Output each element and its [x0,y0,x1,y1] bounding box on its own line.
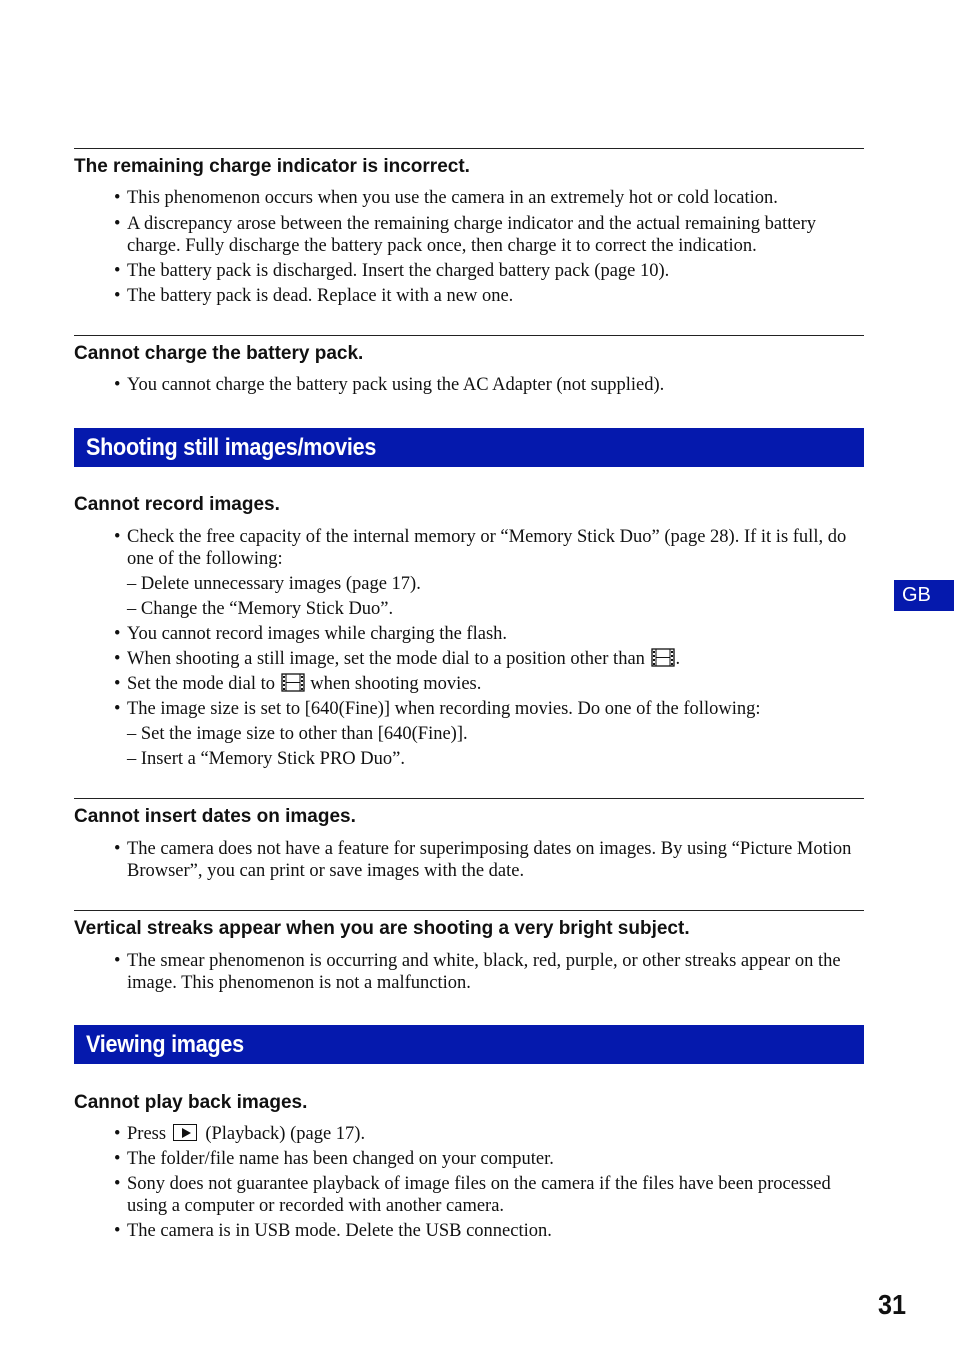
list-item: • The image size is set to [640(Fine)] when recording movies. Do one of the following: [114,699,761,719]
list-item: • Check the free capacity of the internal memory or “Memory Stick Duo” (page 28). If it is full, do one of the following: [114,527,847,569]
list-item: • Press (Playback) (page 17). [114,1124,366,1144]
page-number: 31 [878,1289,907,1320]
list-item: • The battery pack is discharged. Insert the charged battery pack (page 10). [114,261,670,281]
section-heading-cannot-record: Cannot record images. [74,494,280,515]
section-band-shooting [74,428,864,467]
list-item: • The smear phenomenon is occurring and white, black, red, purple, or other streaks appear on the image. This phenomenon is not a malfunction. [114,951,841,993]
movie-mode-icon [281,673,305,692]
section-heading-remaining-charge: The remaining charge indicator is incorrect. [74,156,470,177]
sub-list-item: – Delete unnecessary images (page 17). [127,574,421,594]
sub-list-item: – Change the “Memory Stick Duo”. [127,599,394,619]
list-item: • The camera is in USB mode. Delete the USB connection. [114,1221,552,1241]
section-divider [74,798,864,799]
section-heading-cannot-play-back: Cannot play back images. [74,1092,308,1113]
list-item: • The camera does not have a feature for superimposing dates on images. By using “Picture Motion Browser”, you can print or save images with the date. [114,839,852,881]
list-item: • This phenomenon occurs when you use the camera in an extremely hot or cold location. [114,188,778,208]
section-heading-cannot-charge: Cannot charge the battery pack. [74,343,364,364]
sub-list-item: – Insert a “Memory Stick PRO Duo”. [127,749,405,769]
section-band-title: Shooting still images/movies [86,434,377,461]
section-divider [74,335,864,336]
list-item: • The battery pack is dead. Replace it with a new one. [114,286,514,306]
list-item: • Sony does not guarantee playback of image files on the camera if the files have been processed using a computer or recorded with another camera. [114,1174,831,1216]
section-heading-vertical-streaks: Vertical streaks appear when you are shooting a very bright subject. [74,918,690,939]
playback-button-icon [173,1124,197,1141]
list-item: • Set the mode dial to when shooting movies. [114,674,482,694]
movie-mode-icon [651,648,675,667]
list-item: • A discrepancy arose between the remaining charge indicator and the actual remaining battery charge. Fully discharge the battery pack once, then charge it to correct the indication. [114,214,817,256]
section-divider [74,910,864,911]
list-item: • When shooting a still image, set the mode dial to a position other than . [114,649,681,669]
list-item: • The folder/file name has been changed on your computer. [114,1149,554,1169]
list-item: • You cannot record images while charging the flash. [114,624,508,644]
section-band-title: Viewing images [86,1031,244,1058]
section-band-viewing [74,1025,864,1064]
list-item: • You cannot charge the battery pack using the AC Adapter (not supplied). [114,375,665,395]
section-heading-cannot-insert-dates: Cannot insert dates on images. [74,806,356,827]
language-tab: GB [894,580,954,611]
sub-list-item: – Set the image size to other than [640(Fine)]. [127,724,468,744]
section-divider [74,148,864,149]
